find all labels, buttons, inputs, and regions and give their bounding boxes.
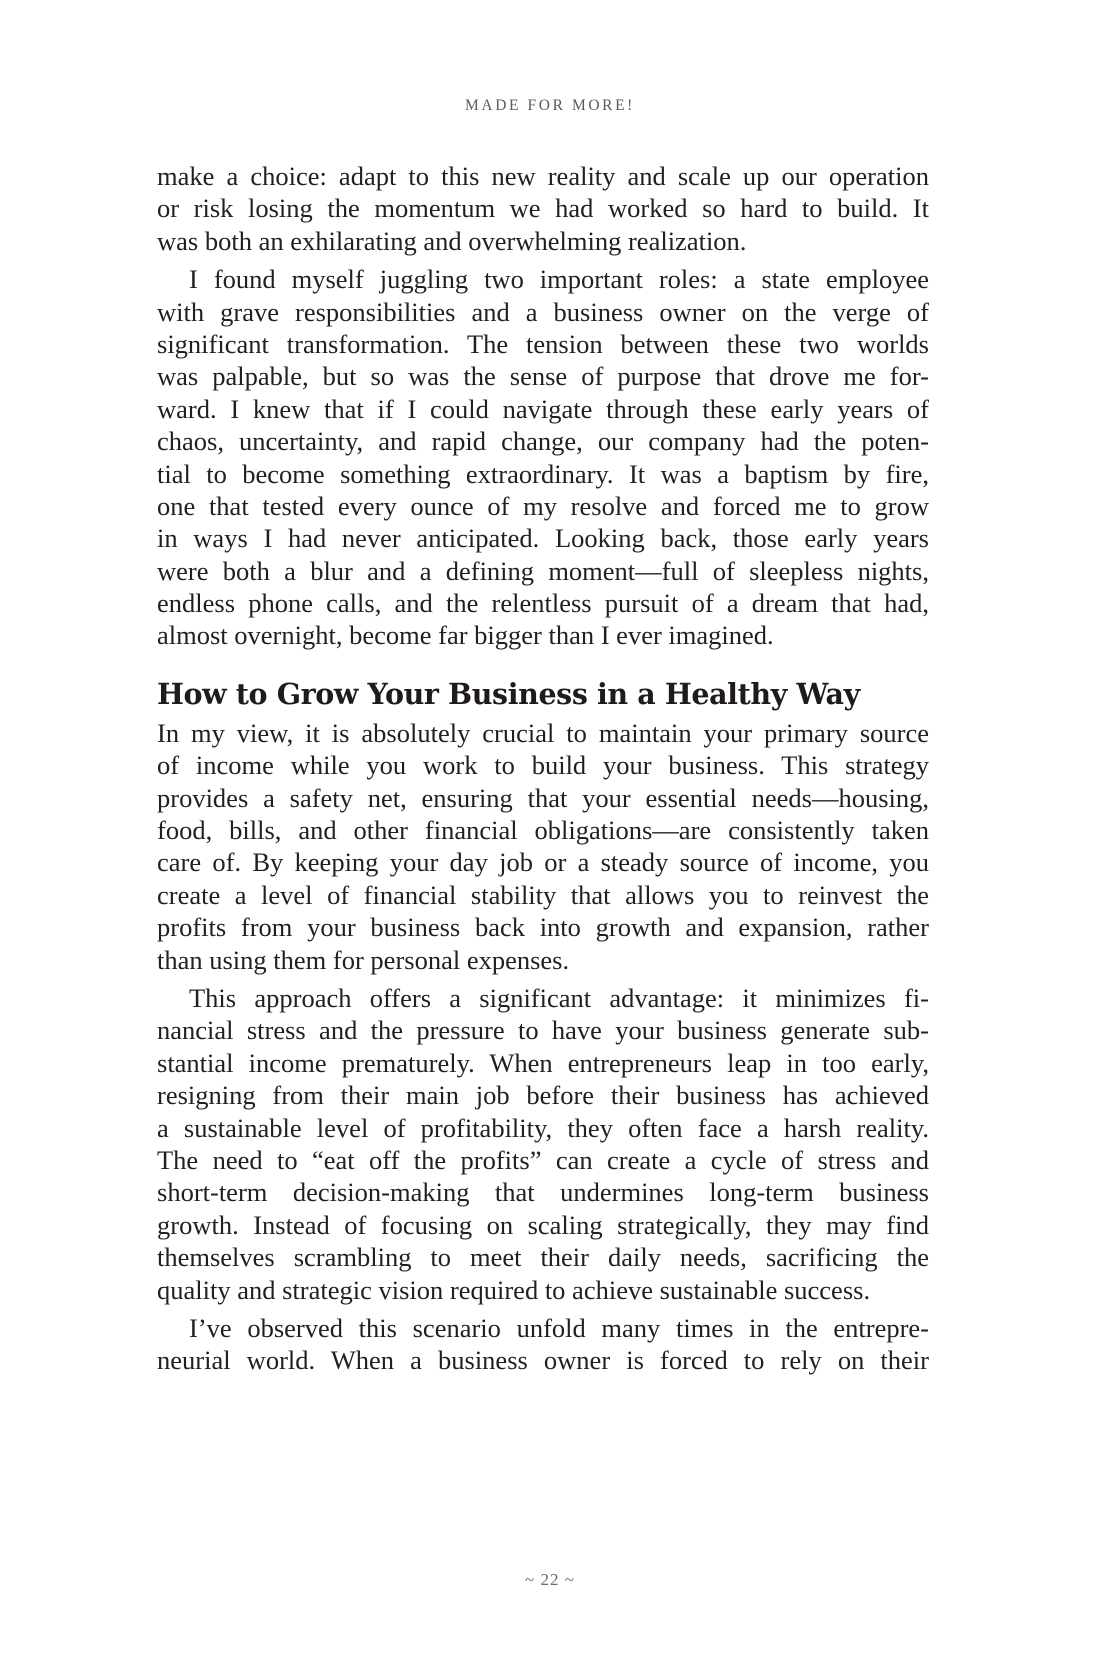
text-line: a sustainable level of profitability, they often face a harsh reality. (157, 1112, 929, 1143)
paragraph (157, 263, 929, 652)
text-line: than using them for personal expenses. (157, 944, 570, 975)
text-line: This approach offers a significant advantage: it minimizes fi- (189, 982, 929, 1013)
text-line: with grave responsibilities and a business owner on the verge of (157, 296, 929, 327)
text-line: or risk losing the momentum we had worked so hard to build. It (157, 193, 929, 224)
text-line: short-term decision-making that undermines long-term business (157, 1177, 929, 1208)
text-line: I’ve observed this scenario unfold many times in the entrepre- (189, 1312, 929, 1343)
text-line: provides a safety net, ensuring that your essential needs—housing, (157, 782, 929, 813)
text-line: stantial income prematurely. When entrepreneurs leap in too early, (157, 1047, 929, 1078)
text-line: food, bills, and other financial obligations—are consistently taken (157, 815, 929, 846)
paragraph (157, 160, 929, 257)
body-text (157, 160, 929, 1377)
running-head: MADE FOR MORE! (465, 97, 635, 114)
text-line: themselves scrambling to meet their daily needs, sacrificing the (157, 1242, 929, 1273)
page-number: ~ 22 ~ (525, 1570, 575, 1589)
text-line: nancial stress and the pressure to have your business generate sub- (157, 1015, 929, 1046)
text-line: I found myself juggling two important roles: a state employee (189, 264, 929, 295)
text-line: resigning from their main job before their business has achieved (157, 1080, 929, 1111)
text-line: almost overnight, become far bigger than I ever imagined. (157, 620, 774, 651)
text-line: ward. I knew that if I could navigate through these early years of (157, 393, 929, 424)
paragraph (157, 717, 929, 976)
text-line: chaos, uncertainty, and rapid change, our company had the poten- (157, 426, 929, 457)
text-line: In my view, it is absolutely crucial to maintain your primary source (157, 717, 929, 748)
text-line: tial to become something extraordinary. It was a baptism by fire, (157, 458, 929, 489)
paragraph (157, 1312, 929, 1377)
text-line: make a choice: adapt to this new reality and scale up our operation (157, 161, 929, 191)
paragraph (157, 982, 929, 1306)
text-line: The need to “eat off the profits” can create a cycle of stress and (157, 1144, 929, 1175)
text-line: neurial world. When a business owner is forced to rely on their (157, 1345, 929, 1376)
section-heading-wrapper (157, 674, 929, 714)
text-line: quality and strategic vision required to achieve sustainable success. (157, 1274, 871, 1305)
text-line: significant transformation. The tension between these two worlds (157, 328, 929, 359)
text-line: endless phone calls, and the relentless pursuit of a dream that had, (157, 588, 929, 619)
text-line: in ways I had never anticipated. Looking back, those early years (157, 523, 929, 554)
text-line: was palpable, but so was the sense of purpose that drove me for- (157, 361, 929, 392)
text-line: was both an exhilarating and overwhelming realization. (157, 225, 747, 256)
text-line: care of. By keeping your day job or a steady source of income, you (157, 847, 929, 878)
text-line: profits from your business back into growth and expansion, rather (157, 912, 929, 943)
text-line: one that tested every ounce of my resolve and forced me to grow (157, 490, 929, 521)
text-line: growth. Instead of focusing on scaling strategically, they may find (157, 1209, 929, 1240)
section-heading: How to Grow Your Business in a Healthy Way (157, 676, 860, 711)
text-line: of income while you work to build your business. This strategy (157, 750, 929, 781)
text-line: create a level of financial stability that allows you to reinvest the (157, 879, 929, 910)
text-line: were both a blur and a defining moment—full of sleepless nights, (157, 555, 929, 586)
